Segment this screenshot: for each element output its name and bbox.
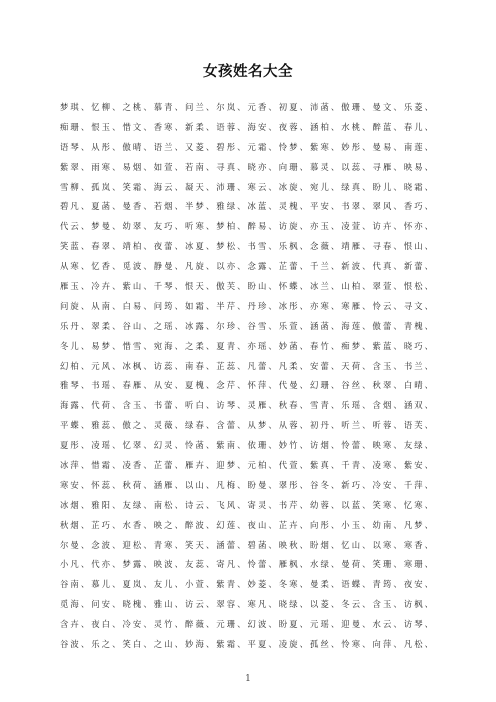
text-line: 平蝶、雅蕊、傲之、灵薇、绿春、含蕾、从梦、从蓉、初丹、听兰、听蓉、语芙、 [60,420,433,431]
text-line: 紫翠、雨寒、易烟、如萱、若南、寻真、晓亦、向珊、慕灵、以蕊、寻雁、映易、 [60,161,433,172]
text-line: 语琴、从彤、傲晴、语兰、又菱、碧彤、元霜、怜梦、紫寒、妙彤、曼易、南莲、 [60,141,433,152]
document-title: 女孩姓名大全 [203,64,293,80]
text-line: 冬儿、易梦、惜雪、宛海、之柔、夏青、亦瑶、妙菡、春竹、痴梦、紫蓝、晓巧、 [60,340,433,351]
text-line: 痴珊、恨玉、惜文、香寒、新柔、语蓉、海安、夜蓉、涵柏、水桃、醉蓝、春儿、 [60,121,433,132]
text-line: 冰萍、惜霜、凌香、芷蕾、雁卉、迎梦、元柏、代萱、紫真、千青、凌寒、紫安、 [60,460,433,471]
text-line: 夏彤、凌瑶、忆翠、幻灵、怜菡、紫南、依珊、妙竹、访烟、怜蕾、映寒、友绿、 [60,440,433,451]
text-line: 碧凡、夏菡、曼香、若烟、半梦、雅绿、冰蓝、灵槐、平安、书翠、翠风、香巧、 [60,201,433,212]
text-line: 问旋、从南、白易、问筠、如霜、半芹、丹珍、冰彤、亦寒、寒雁、怜云、寻文、 [60,300,433,311]
text-line: 从寒、忆香、觅波、静曼、凡旋、以亦、念露、芷蕾、千兰、新波、代真、新蕾、 [60,261,433,272]
text-line: 谷南、慕儿、夏岚、友儿、小萱、紫青、妙菱、冬寒、曼柔、语蝶、青筠、夜安、 [60,579,433,590]
text-line: 雅琴、书瑶、春雁、从安、夏槐、念芹、怀萍、代曼、幻珊、谷丝、秋翠、白晴、 [60,380,433,391]
text-line: 梦琪、忆柳、之桃、慕青、问兰、尔岚、元香、初夏、沛菡、傲珊、曼文、乐菱、 [60,102,433,112]
text-line: 代云、梦曼、幼翠、友巧、听寒、梦柏、醉易、访旋、亦玉、凌萱、访卉、怀亦、 [60,221,433,232]
text-line: 幻柏、元风、冰枫、访蕊、南春、芷蕊、凡蕾、凡柔、安蕾、天荷、含玉、书兰、 [60,360,433,371]
text-line: 秋烟、芷巧、水香、映之、醉波、幻莲、夜山、芷卉、向彤、小玉、幼南、凡梦、 [60,519,433,530]
text-line: 尔曼、念波、迎松、青寒、笑天、涵蕾、碧菡、映秋、盼烟、忆山、以寒、寒香、 [60,539,433,550]
text-line: 雁玉、冷卉、紫山、千琴、恨天、傲芙、盼山、怀蝶、冰兰、山柏、翠萱、恨松、 [60,281,433,292]
text-line: 小凡、代亦、梦露、映波、友蕊、寄凡、怜蕾、雁枫、水绿、曼荷、笑珊、寒珊、 [60,559,433,570]
text-line: 雪柳、孤岚、笑霜、海云、凝天、沛珊、寒云、冰旋、宛儿、绿真、盼儿、晓霜、 [60,181,433,192]
text-line: 笑蓝、春翠、靖柏、夜蕾、冰夏、梦松、书雪、乐枫、念薇、靖雁、寻春、恨山、 [60,241,433,252]
text-line: 冰烟、雅阳、友绿、南松、诗云、飞风、寄灵、书芹、幼蓉、以蓝、笑寒、忆寒、 [60,499,433,510]
text-line: 乐丹、翠柔、谷山、之瑶、冰露、尔珍、谷雪、乐萱、涵菡、海莲、傲蕾、青槐、 [60,320,433,331]
name-list [60,98,433,655]
text-line: 海露、代荷、含玉、书蕾、听白、访琴、灵雁、秋春、雪青、乐瑶、含烟、涵双、 [60,400,433,411]
text-line: 觅海、问安、晓槐、雅山、访云、翠容、寒凡、晓绿、以菱、冬云、含玉、访枫、 [60,599,433,610]
page-number: 1 [245,674,251,684]
text-line: 含卉、夜白、冷安、灵竹、醉薇、元珊、幻波、盼夏、元瑶、迎曼、水云、访琴、 [60,619,433,630]
text-line: 寒安、怀蕊、秋荷、涵雁、以山、凡梅、盼曼、翠彤、谷冬、新巧、冷安、千萍、 [60,479,433,490]
text-line: 谷波、乐之、笑白、之山、妙海、紫霜、平夏、凌旋、孤丝、怜寒、向萍、凡松、 [60,639,433,650]
